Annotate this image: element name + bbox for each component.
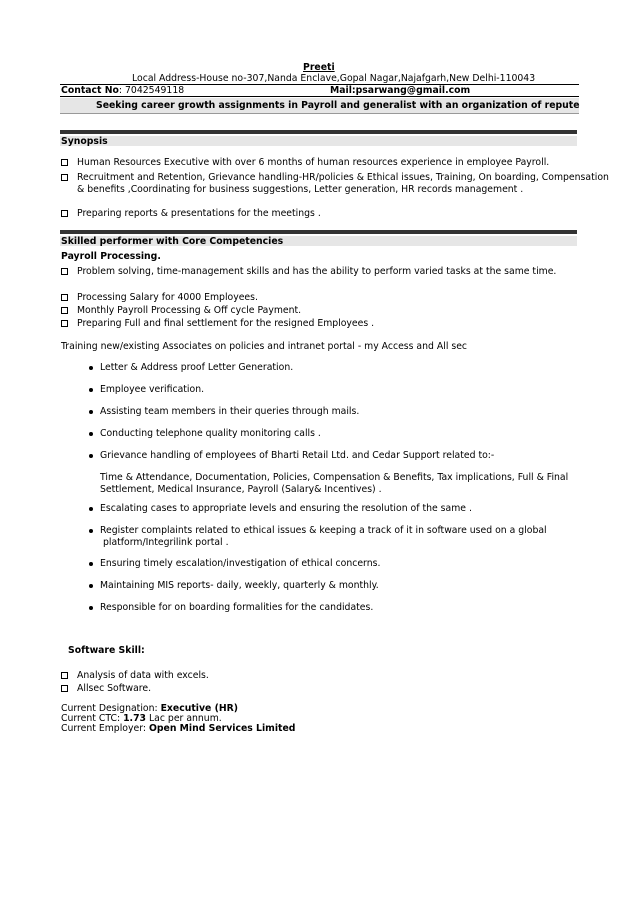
checkbox-bullet-icon bbox=[61, 210, 68, 217]
synopsis-item: Human Resources Executive with over 6 months of human resources experience in employee Payroll. bbox=[77, 157, 550, 168]
bullet-dot-icon bbox=[89, 432, 93, 436]
bullet-dot-icon bbox=[89, 366, 93, 370]
duty-item: Escalating cases to appropriate levels and ensuring the resolution of the same . bbox=[100, 503, 472, 514]
checkbox-bullet-icon bbox=[61, 174, 68, 181]
employer-label: Current Employer: bbox=[61, 723, 149, 734]
duty-item: Maintaining MIS reports- daily, weekly, quarterly & monthly. bbox=[100, 580, 379, 591]
duty-item: Ensuring timely escalation/investigation of ethical concerns. bbox=[100, 558, 381, 569]
duty-item: Conducting telephone quality monitoring calls . bbox=[100, 428, 321, 439]
duty-item-detail: Settlement, Medical Insurance, Payroll (Salary& Incentives) . bbox=[100, 484, 382, 495]
ctc-label: Current CTC: bbox=[61, 713, 124, 724]
training-text: Training new/existing Associates on policies and intranet portal - my Access and All sec bbox=[61, 341, 468, 352]
checkbox-bullet-icon bbox=[61, 294, 68, 301]
current-employer bbox=[61, 723, 295, 734]
software-item: Allsec Software. bbox=[77, 683, 152, 694]
duty-item: Employee verification. bbox=[100, 384, 205, 395]
synopsis-item-continued: & benefits ,Coordinating for business suggestions, Letter generation, HR records management . bbox=[77, 184, 524, 195]
contact-number: : 7042549118 bbox=[118, 85, 185, 96]
checkbox-bullet-icon bbox=[61, 685, 68, 692]
duty-item: Register complaints related to ethical issues & keeping a track of it in software used on a global bbox=[100, 525, 547, 536]
duty-item: Responsible for on boarding formalities for the candidates. bbox=[100, 602, 374, 613]
bullet-dot-icon bbox=[89, 584, 93, 588]
checkbox-bullet-icon bbox=[61, 159, 68, 166]
competencies-divider bbox=[60, 230, 577, 234]
designation-value: Executive (HR) bbox=[160, 703, 239, 714]
competencies-subtitle: Payroll Processing. bbox=[61, 251, 161, 262]
objective-text: Seeking career growth assignments in Payroll and generalist with an organization of repute bbox=[96, 100, 580, 111]
bullet-dot-icon bbox=[89, 606, 93, 610]
synopsis-item: Recruitment and Retention, Grievance handling-HR/policies & Ethical issues, Training, On boarding, Compensation bbox=[77, 172, 609, 183]
competency-item: Preparing Full and final settlement for the resigned Employees . bbox=[77, 318, 375, 329]
bullet-dot-icon bbox=[89, 410, 93, 414]
bullet-dot-icon bbox=[89, 388, 93, 392]
competency-item: Monthly Payroll Processing & Off cycle Payment. bbox=[77, 305, 302, 316]
bullet-dot-icon bbox=[89, 454, 93, 458]
competency-item: Problem solving, time-management skills and has the ability to perform varied tasks at the same time. bbox=[77, 266, 557, 277]
email[interactable]: Mail:psarwang@gmail.com bbox=[330, 85, 471, 96]
duty-item-continued: platform/Integrilink portal . bbox=[100, 537, 229, 548]
contact-label: Contact No bbox=[61, 85, 119, 96]
contact-divider bbox=[60, 96, 579, 97]
synopsis-divider bbox=[60, 130, 577, 134]
synopsis-item: Preparing reports & presentations for the meetings . bbox=[77, 208, 321, 219]
competency-item: Processing Salary for 4000 Employees. bbox=[77, 292, 258, 303]
software-title: Software Skill: bbox=[68, 645, 145, 656]
bullet-dot-icon bbox=[89, 562, 93, 566]
ctc-suffix: Lac per annum. bbox=[146, 713, 222, 724]
bullet-dot-icon bbox=[89, 529, 93, 533]
checkbox-bullet-icon bbox=[61, 307, 68, 314]
ctc-value: 1.73 bbox=[123, 713, 147, 724]
checkbox-bullet-icon bbox=[61, 672, 68, 679]
duty-item: Grievance handling of employees of Bharti Retail Ltd. and Cedar Support related to:- bbox=[100, 450, 495, 461]
checkbox-bullet-icon bbox=[61, 268, 68, 275]
contact-line bbox=[61, 85, 184, 96]
bullet-dot-icon bbox=[89, 507, 93, 511]
duty-item: Assisting team members in their queries through mails. bbox=[100, 406, 360, 417]
duty-item-detail: Time & Attendance, Documentation, Policies, Compensation & Benefits, Tax implications, Full & Final bbox=[100, 472, 569, 483]
employer-value: Open Mind Services Limited bbox=[148, 723, 296, 734]
synopsis-heading-bg bbox=[60, 136, 577, 146]
competencies-title: Skilled performer with Core Competencies bbox=[61, 236, 284, 247]
candidate-name: Preeti bbox=[303, 62, 335, 73]
designation-label: Current Designation: bbox=[61, 703, 161, 714]
synopsis-title: Synopsis bbox=[61, 136, 108, 147]
checkbox-bullet-icon bbox=[61, 320, 68, 327]
address: Local Address-House no-307,Nanda Enclave,Gopal Nagar,Najafgarh,New Delhi-110043 bbox=[132, 73, 536, 84]
duty-item: Letter & Address proof Letter Generation. bbox=[100, 362, 294, 373]
software-item: Analysis of data with excels. bbox=[77, 670, 209, 681]
